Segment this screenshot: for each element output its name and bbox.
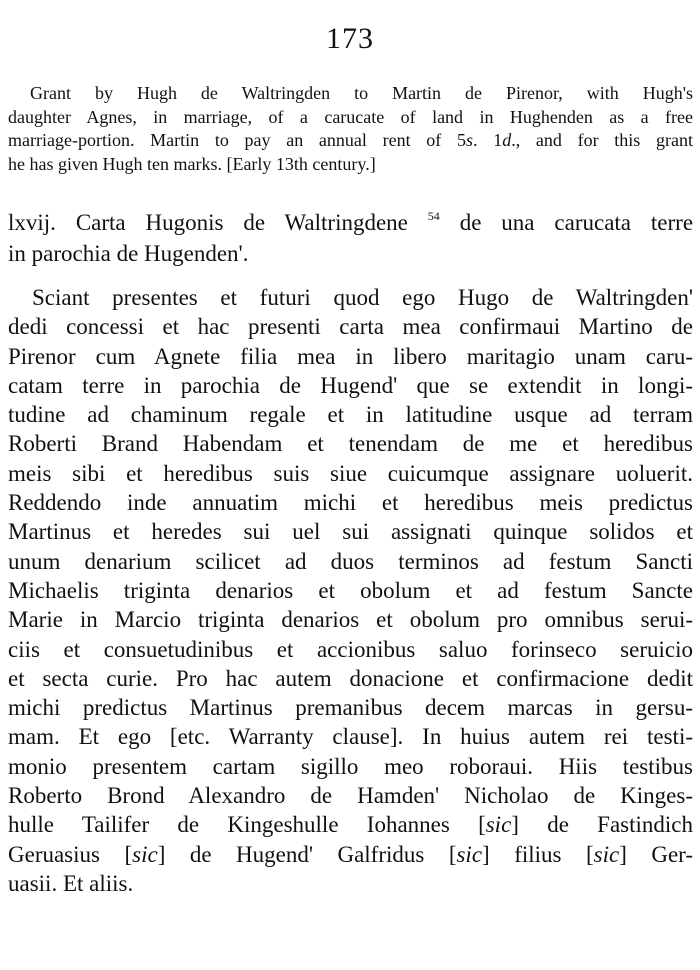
text-segment: ] Ger- <box>619 841 694 867</box>
text-line <box>8 840 693 869</box>
charter-heading <box>8 207 693 269</box>
text-line: Michaelis triginta denarios et obolum et ad festum Sancte <box>8 577 693 603</box>
summary-text: marriage-portion. Martin to pay an annual rent of 5 <box>8 130 466 150</box>
text-segment: ] filius [ <box>482 841 594 867</box>
summary-italic: s <box>466 130 474 150</box>
summary-italic: d <box>502 130 512 150</box>
text-line: catam terre in parochia de Hugend' que se extendit in longi- <box>8 372 693 398</box>
summary-line <box>8 129 693 153</box>
text-line: michi predictus Martinus premanibus decem marcas in gersu- <box>8 695 693 721</box>
sic-note: sic <box>485 812 512 838</box>
text-line: Roberti Brand Habendam et tenendam de me et heredibus <box>8 431 693 457</box>
text-line <box>8 810 693 839</box>
text-segment: ] de Hugend' Galfridus [ <box>157 841 457 867</box>
text-line: meis sibi et heredibus suis siue cuicumque assignare uoluerit. <box>8 460 693 486</box>
sic-note: sic <box>456 841 483 867</box>
text-line: uasii. Et aliis. <box>8 870 134 896</box>
text-line: unum denarium scilicet ad duos terminos ad festum Sancti <box>8 548 693 574</box>
text-segment: ] de Fastindich <box>511 812 693 838</box>
heading-line <box>8 207 693 238</box>
text-line: Marie in Marcio triginta denarios et obolum pro omnibus serui- <box>8 607 693 633</box>
text-segment: hulle Tailifer de Kingeshulle Iohannes [ <box>8 812 486 838</box>
text-line: Martinus et heredes sui uel sui assignati quinque solidos et <box>8 519 693 545</box>
text-line: Sciant presentes et futuri quod ego Hugo de Waltringden' <box>32 285 693 310</box>
text-line: ciis et consuetudinibus et accionibus saluo forinseco seruicio <box>8 636 693 662</box>
text-line: Roberto Brond Alexandro de Hamden' Nicholao de Kinges- <box>8 783 693 809</box>
heading-line: in parochia de Hugenden'. <box>8 241 249 266</box>
footnote-ref: 54 <box>427 209 440 223</box>
sic-note: sic <box>593 841 620 867</box>
heading-text: lxvij. Carta Hugonis de Waltringdene <box>8 210 408 235</box>
text-line: Pirenor cum Agnete filia mea in libero maritagio unam caru- <box>8 343 693 369</box>
text-line: mam. Et ego [etc. Warranty clause]. In huius autem rei testi- <box>8 724 693 750</box>
summary-line: daughter Agnes, in marriage, of a carucate of land in Hughenden as a free <box>8 106 693 127</box>
text-line: monio presentem cartam sigillo meo roboraui. Hiis testibus <box>8 753 693 779</box>
charter-summary <box>8 82 693 176</box>
text-line: Reddendo inde annuatim michi et heredibus meis predictus <box>8 490 693 516</box>
text-line: dedi concessi et hac presenti carta mea confirmaui Martino de <box>8 314 693 340</box>
summary-text: ., and for this grant <box>511 130 693 150</box>
heading-text: de una carucata terre <box>459 210 694 235</box>
text-segment: Geruasius [ <box>8 841 133 867</box>
summary-text: . 1 <box>473 130 503 150</box>
text-line: et secta curie. Pro hac autem donacione et confirmacione dedit <box>8 665 693 691</box>
text-line: tudine ad chaminum regale et in latitudine usque ad terram <box>8 402 693 428</box>
charter-text <box>8 283 693 898</box>
sic-note: sic <box>132 841 158 867</box>
summary-line: Grant by Hugh de Waltringden to Martin de Pirenor, with Hugh's <box>30 83 693 103</box>
summary-line: he has given Hugh ten marks. [Early 13th century.] <box>8 153 376 174</box>
page-number: 173 <box>326 22 374 55</box>
